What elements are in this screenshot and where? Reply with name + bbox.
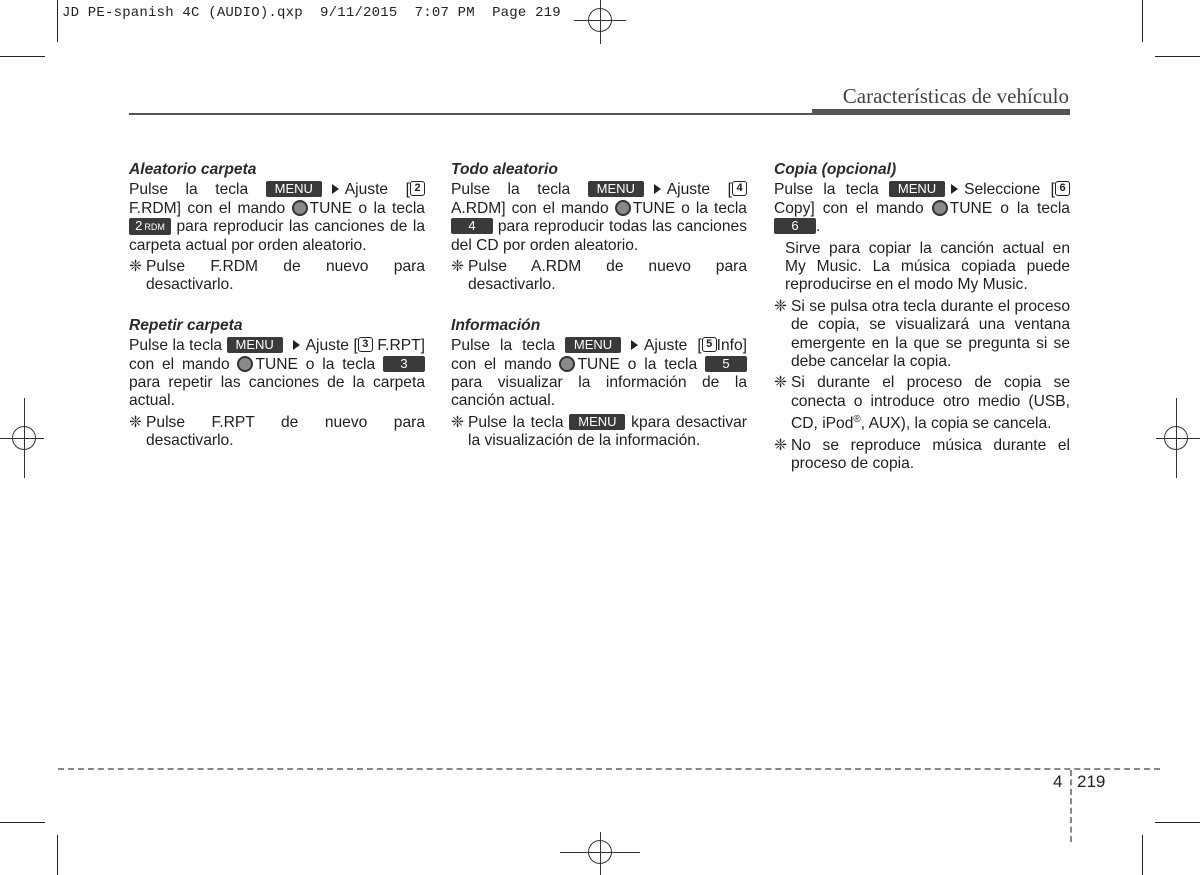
section-title: Características de vehículo bbox=[842, 84, 1069, 108]
arrow-right-icon bbox=[332, 184, 339, 194]
note-todo-aleatorio: ❈ Pulse A.RDM de nuevo para desactivarlo. bbox=[451, 258, 747, 294]
paragraph-todo-aleatorio: Pulse la tecla MENU Ajuste [ 4 A.RDM] con el mando TUNE o la tecla 4 para reproducir todas las canciones del CD por orden aleatorio. bbox=[451, 181, 747, 254]
header-rule bbox=[129, 113, 812, 115]
number-button-icon: 4 bbox=[451, 218, 493, 234]
paragraph-aleatorio-carpeta: Pulse la tecla MENU Ajuste [ 2 F.RDM] con el mando TUNE o la tecla 2 RDM para reproducir las canciones de la carpeta actual por orden aleatorio. bbox=[129, 181, 425, 254]
tune-knob-icon bbox=[237, 356, 253, 372]
note-copia-2: ❈ Si durante el proceso de copia se conecta o introduce otro medio (USB, CD, iPod®, AUX), la copia se cancela. bbox=[774, 374, 1070, 433]
note-mark-icon: ❈ bbox=[451, 413, 465, 431]
arrow-right-icon bbox=[951, 184, 958, 194]
menu-button-icon: MENU bbox=[266, 181, 322, 197]
menu-button-icon: MENU bbox=[889, 181, 945, 197]
heading-todo-aleatorio: Todo aleatorio bbox=[451, 161, 558, 178]
key-number-icon: 2 bbox=[410, 181, 425, 196]
note-mark-icon: ❈ bbox=[774, 297, 788, 315]
heading-aleatorio-carpeta: Aleatorio carpeta bbox=[129, 161, 257, 178]
note-copia-3: ❈ No se reproduce música durante el proceso de copia. bbox=[774, 436, 1070, 473]
key-number-icon: 5 bbox=[702, 337, 717, 352]
number-button-icon: 5 bbox=[705, 356, 747, 372]
note-mark-icon: ❈ bbox=[774, 436, 788, 454]
note-aleatorio-carpeta: ❈ Pulse F.RDM de nuevo para desactivarlo. bbox=[129, 258, 425, 294]
arrow-right-icon bbox=[631, 340, 638, 350]
print-slug: JD PE-spanish 4C (AUDIO).qxp 9/11/2015 7:07 PM Page 219 bbox=[62, 5, 561, 21]
menu-button-icon: MENU bbox=[227, 337, 283, 353]
arrow-right-icon bbox=[293, 340, 300, 350]
heading-repetir-carpeta: Repetir carpeta bbox=[129, 316, 243, 334]
heading-copia: Copia (opcional) bbox=[774, 161, 897, 178]
header-rule-accent bbox=[812, 109, 1070, 115]
arrow-right-icon bbox=[654, 184, 661, 194]
note-mark-icon: ❈ bbox=[129, 258, 143, 276]
column-3 bbox=[774, 161, 1070, 474]
key-number-icon: 3 bbox=[358, 337, 373, 352]
footer-divider bbox=[1070, 770, 1072, 842]
description-copia: Sirve para copiar la canción actual en My Music. La música copiada puede reproducirse en el modo My Music. bbox=[785, 239, 1070, 294]
paragraph-repetir-carpeta: Pulse la tecla MENU Ajuste [ 3 F.RPT] con el mando TUNE o la tecla 3 para repetir las canciones de la carpeta actual. bbox=[129, 337, 425, 410]
rdm-button-icon: 2 RDM bbox=[129, 218, 171, 235]
note-repetir-carpeta: ❈ Pulse F.RPT de nuevo para desactivarlo. bbox=[129, 413, 425, 450]
footer-rule bbox=[58, 768, 1160, 770]
menu-button-icon: MENU bbox=[569, 414, 625, 430]
key-number-icon: 4 bbox=[732, 181, 747, 196]
number-button-icon: 6 bbox=[774, 218, 816, 234]
heading-informacion: Información bbox=[451, 316, 541, 334]
tune-knob-icon bbox=[932, 200, 948, 216]
note-copia-1: ❈ Si se pulsa otra tecla durante el proceso de copia, se visualizará una ventana emergente en la que se pregunta si se debe cancelar la copia. bbox=[774, 297, 1070, 371]
tune-knob-icon bbox=[615, 200, 631, 216]
note-mark-icon: ❈ bbox=[451, 258, 465, 276]
key-number-icon: 6 bbox=[1055, 181, 1070, 196]
paragraph-informacion: Pulse la tecla MENU Ajuste [ 5 Info] con el mando TUNE o la tecla 5 para visualizar la información de la canción actual. bbox=[451, 337, 748, 410]
tune-knob-icon bbox=[559, 356, 575, 372]
menu-button-icon: MENU bbox=[588, 181, 644, 197]
menu-button-icon: MENU bbox=[565, 337, 621, 353]
column-2 bbox=[451, 161, 747, 451]
column-1 bbox=[129, 161, 425, 451]
rpt-button-icon: 3 bbox=[383, 356, 425, 372]
note-informacion: ❈ Pulse la tecla MENU kpara desactivar la visualización de la información. bbox=[451, 413, 747, 450]
tune-knob-icon bbox=[292, 200, 308, 216]
paragraph-copia: Pulse la tecla MENU Seleccione [ 6 Copy] con el mando TUNE o la tecla 6 . bbox=[774, 181, 1070, 236]
page-number: 219 bbox=[1077, 772, 1106, 791]
chapter-number: 4 bbox=[1053, 772, 1063, 791]
note-mark-icon: ❈ bbox=[129, 413, 143, 431]
note-mark-icon: ❈ bbox=[774, 374, 788, 392]
